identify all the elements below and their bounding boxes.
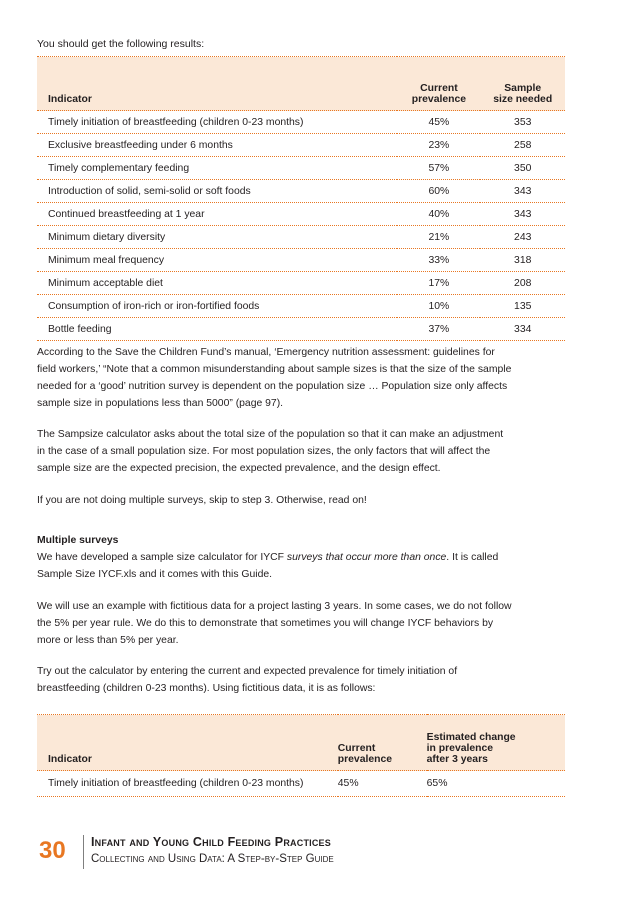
table-row xyxy=(37,771,565,797)
paragraph-try-calculator xyxy=(37,663,565,697)
text-line: Try out the calculator by entering the current and expected prevalence for timely initiation of xyxy=(37,666,458,677)
table-row xyxy=(37,180,565,203)
row-sample: 350 xyxy=(480,157,565,180)
row-current: 45% xyxy=(397,111,480,134)
row-sample: 135 xyxy=(480,295,565,318)
row-indicator: Continued breastfeeding at 1 year xyxy=(37,203,397,226)
text-line xyxy=(37,549,565,566)
row-indicator: Minimum dietary diversity xyxy=(37,226,397,249)
table-row xyxy=(37,111,565,134)
row-current: 10% xyxy=(397,295,480,318)
row-current: 45% xyxy=(338,771,427,797)
page-footer xyxy=(37,835,597,869)
row-indicator: Minimum meal frequency xyxy=(37,249,397,272)
header-current-prevalence xyxy=(338,715,427,771)
text-line: breastfeeding (children 0-23 months). Using fictitious data, it is as follows: xyxy=(37,683,376,694)
row-indicator: Consumption of iron-rich or iron-fortified foods xyxy=(37,295,397,318)
text-line: sample size are the expected precision, the expected prevalence, and the design effect. xyxy=(37,463,441,474)
row-sample: 208 xyxy=(480,272,565,295)
header-est-line1: Estimated change xyxy=(426,732,516,743)
row-sample: 243 xyxy=(480,226,565,249)
header-current-line1: Current xyxy=(337,743,376,754)
table-row xyxy=(37,203,565,226)
results-table xyxy=(37,56,565,341)
row-indicator: Timely initiation of breastfeeding (children 0-23 months) xyxy=(37,111,397,134)
table-row xyxy=(37,295,565,318)
row-current: 40% xyxy=(397,203,480,226)
row-sample: 318 xyxy=(480,249,565,272)
paragraph-skip-note: If you are not doing multiple surveys, skip to step 3. Otherwise, read on! xyxy=(37,495,367,506)
row-current: 57% xyxy=(397,157,480,180)
section-heading-multiple-surveys: Multiple surveys xyxy=(37,535,119,546)
footer-divider xyxy=(83,835,84,869)
page-number: 30 xyxy=(39,837,66,864)
text-line: sample size in populations less than 5000” (page 97). xyxy=(37,398,284,409)
text-line: more or less than 5% per year. xyxy=(37,635,179,646)
header-est-line2: in prevalence xyxy=(426,743,494,754)
table-row xyxy=(37,318,565,341)
row-current: 60% xyxy=(397,180,480,203)
header-est-line3: after 3 years xyxy=(426,754,488,765)
estimate-table-header xyxy=(37,715,565,771)
row-indicator: Timely complementary feeding xyxy=(37,157,397,180)
row-sample: 258 xyxy=(480,134,565,157)
row-current: 23% xyxy=(397,134,480,157)
row-sample: 353 xyxy=(480,111,565,134)
row-sample: 343 xyxy=(480,180,565,203)
text-segment: . It is called xyxy=(446,552,499,563)
header-sample-line2: size needed xyxy=(493,94,553,105)
header-current-line2: prevalence xyxy=(411,94,467,105)
row-current: 37% xyxy=(397,318,480,341)
header-sample-line1: Sample xyxy=(504,83,542,94)
paragraph-fictitious-example xyxy=(37,598,565,649)
header-indicator: Indicator xyxy=(37,57,397,111)
header-current-line2: prevalence xyxy=(337,754,393,765)
paragraph-save-the-children xyxy=(37,344,565,412)
paragraph-sampsize-calculator xyxy=(37,426,565,477)
intro-text: You should get the following results: xyxy=(37,38,205,50)
row-indicator: Bottle feeding xyxy=(37,318,397,341)
text-line: in the case of a small population size. For most population sizes, the only factors that will affect the xyxy=(37,446,491,457)
row-indicator: Introduction of solid, semi-solid or soft foods xyxy=(37,180,397,203)
text-line: field workers,’ “Note that a common misunderstanding about sample sizes is that the size of the sample xyxy=(37,364,512,375)
header-estimated-change xyxy=(427,715,565,771)
results-table-header xyxy=(37,57,565,111)
row-indicator: Exclusive breastfeeding under 6 months xyxy=(37,134,397,157)
row-current: 33% xyxy=(397,249,480,272)
row-indicator: Minimum acceptable diet xyxy=(37,272,397,295)
row-sample: 334 xyxy=(480,318,565,341)
row-estimated: 65% xyxy=(427,771,565,797)
row-current: 21% xyxy=(397,226,480,249)
header-sample-size xyxy=(480,57,565,111)
header-current-prevalence xyxy=(397,57,480,111)
text-segment: We have developed a sample size calculator for IYCF xyxy=(37,552,287,563)
text-line: According to the Save the Children Fund’s manual, ‘Emergency nutrition assessment: guidelines for xyxy=(37,347,495,358)
row-indicator: Timely initiation of breastfeeding (children 0-23 months) xyxy=(37,771,338,797)
row-current: 17% xyxy=(397,272,480,295)
table-row xyxy=(37,249,565,272)
row-sample: 343 xyxy=(480,203,565,226)
text-line: the 5% per year rule. We do this to demonstrate that sometimes you will change IYCF behaviors by xyxy=(37,618,494,629)
paragraph-multiple-surveys xyxy=(37,549,565,583)
table-row xyxy=(37,157,565,180)
text-line: needed for a ‘good’ nutrition survey is dependent on the population size … Population size only affects xyxy=(37,381,508,392)
table-row xyxy=(37,226,565,249)
text-line: Sample Size IYCF.xls and it comes with this Guide. xyxy=(37,569,273,580)
table-row xyxy=(37,134,565,157)
header-indicator: Indicator xyxy=(37,715,338,771)
text-line: We will use an example with fictitious data for a project lasting 3 years. In some cases, we do not follow xyxy=(37,601,512,612)
footer-title: Infant and Young Child Feeding Practices xyxy=(91,835,331,849)
text-line: The Sampsize calculator asks about the total size of the population so that it can make an adjustment xyxy=(37,429,504,440)
footer-subtitle: Collecting and Using Data: A Step-by-Step Guide xyxy=(91,853,334,865)
table-row xyxy=(37,272,565,295)
estimate-table xyxy=(37,714,565,797)
emphasis-text: surveys that occur more than once xyxy=(286,552,447,563)
header-current-line1: Current xyxy=(420,83,458,94)
